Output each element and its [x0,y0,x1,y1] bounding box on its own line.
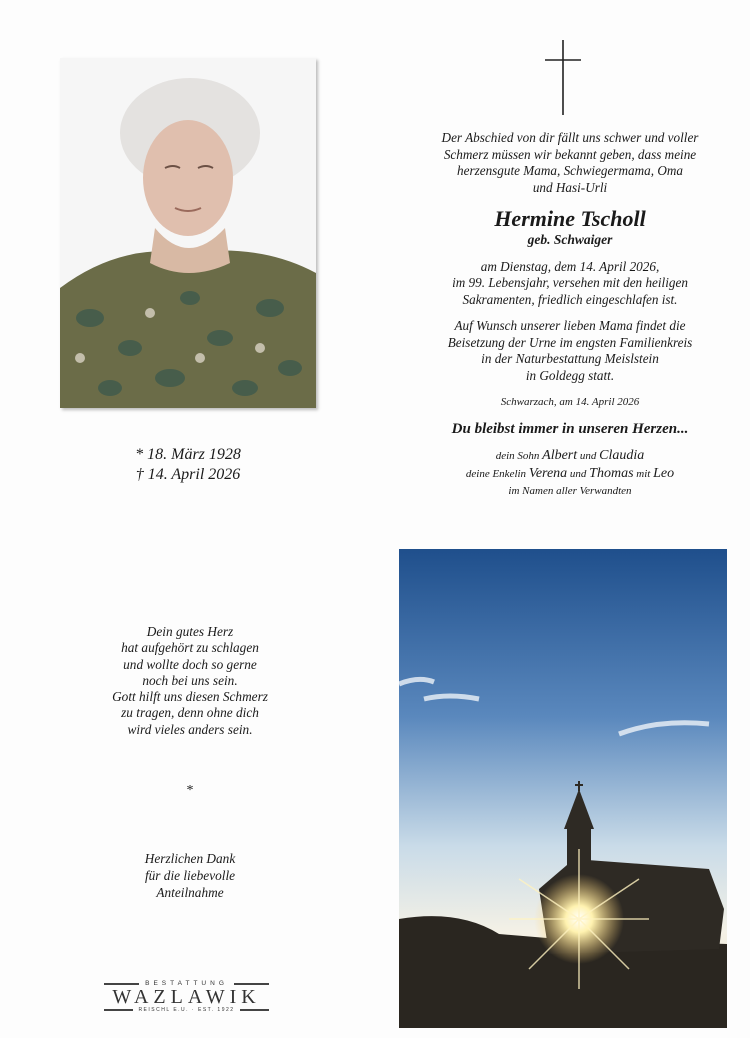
poem-line: zu tragen, denn ohne dich [121,705,259,721]
thanks [60,850,320,901]
maiden-name: geb. Schwaiger [527,232,613,247]
logo-main: WAZLAWIK [112,986,261,1008]
intro-line: herzensgute Mama, Schwiegermama, Oma [457,163,683,178]
family-name: Thomas [589,466,634,481]
poem [60,624,320,738]
separator: * [186,783,194,798]
thanks-line: für die liebevolle [144,868,236,883]
burial-line: in Goldegg statt. [525,367,615,383]
family-name: Albert [542,448,578,463]
poem-line: und wollte doch so gerne [123,656,257,672]
thanks-line: Anteilnahme [156,885,224,900]
cross-icon [545,40,581,115]
deceased-name: Hermine Tscholl [494,206,646,231]
family-list [400,447,740,500]
logo-bottom: REISCHL E.U. · EST. 1922 [138,1007,235,1013]
family-text: dein Sohn [495,450,543,462]
burial-line: Auf Wunsch unserer lieben Mama findet die [454,318,686,333]
funeral-home-logo [104,980,269,1013]
poem-line: noch bei uns sein. [142,672,238,688]
burial-line: Beisetzung der Urne im engsten Familienkreis [447,334,693,350]
thanks-line: Herzlichen Dank [144,851,236,866]
burial-line: in der Naturbestattung Meislstein [481,351,659,366]
birth-date: * 18. März 1928 [135,446,241,463]
death-line: am Dienstag, dem 14. April 2026, [480,258,660,274]
poem-line: wird vieles anders sein. [127,721,253,737]
logo-top: BESTATTUNG [145,980,228,987]
motto: Du bleibst immer in unseren Herzen... [451,420,689,437]
family-line [400,447,740,465]
death-date: † 14. April 2026 [135,466,241,483]
family-name: Leo [653,466,675,481]
death-line: im 99. Lebensjahr, versehen mit den heiligen [452,275,688,290]
family-text: deine Enkelin [465,468,529,480]
family-text: und [567,468,590,480]
family-name: Claudia [599,448,645,463]
chapel-sunset-photo [399,549,727,1028]
family-line [400,465,740,483]
intro-line: Der Abschied von dir fällt uns schwer und voller [441,130,699,145]
relatives-line: im Namen aller Verwandten [508,485,632,497]
poem-line: Dein gutes Herz [146,624,234,639]
death-notice-text [400,130,740,500]
poem-line: Gott hilft uns diesen Schmerz [112,689,268,705]
intro-line: Schmerz müssen wir bekannt geben, dass meine [443,146,697,162]
death-line: Sakramenten, friedlich eingeschlafen ist. [462,291,678,307]
poem-line: hat aufgehört zu schlagen [121,640,259,656]
life-dates [88,445,288,485]
portrait-photo [60,58,316,408]
intro-line: und Hasi-Urli [532,179,608,195]
family-text: und [577,450,600,462]
family-text: mit [633,468,654,480]
family-name: Verena [528,466,568,481]
place-date: Schwarzach, am 14. April 2026 [500,396,640,408]
